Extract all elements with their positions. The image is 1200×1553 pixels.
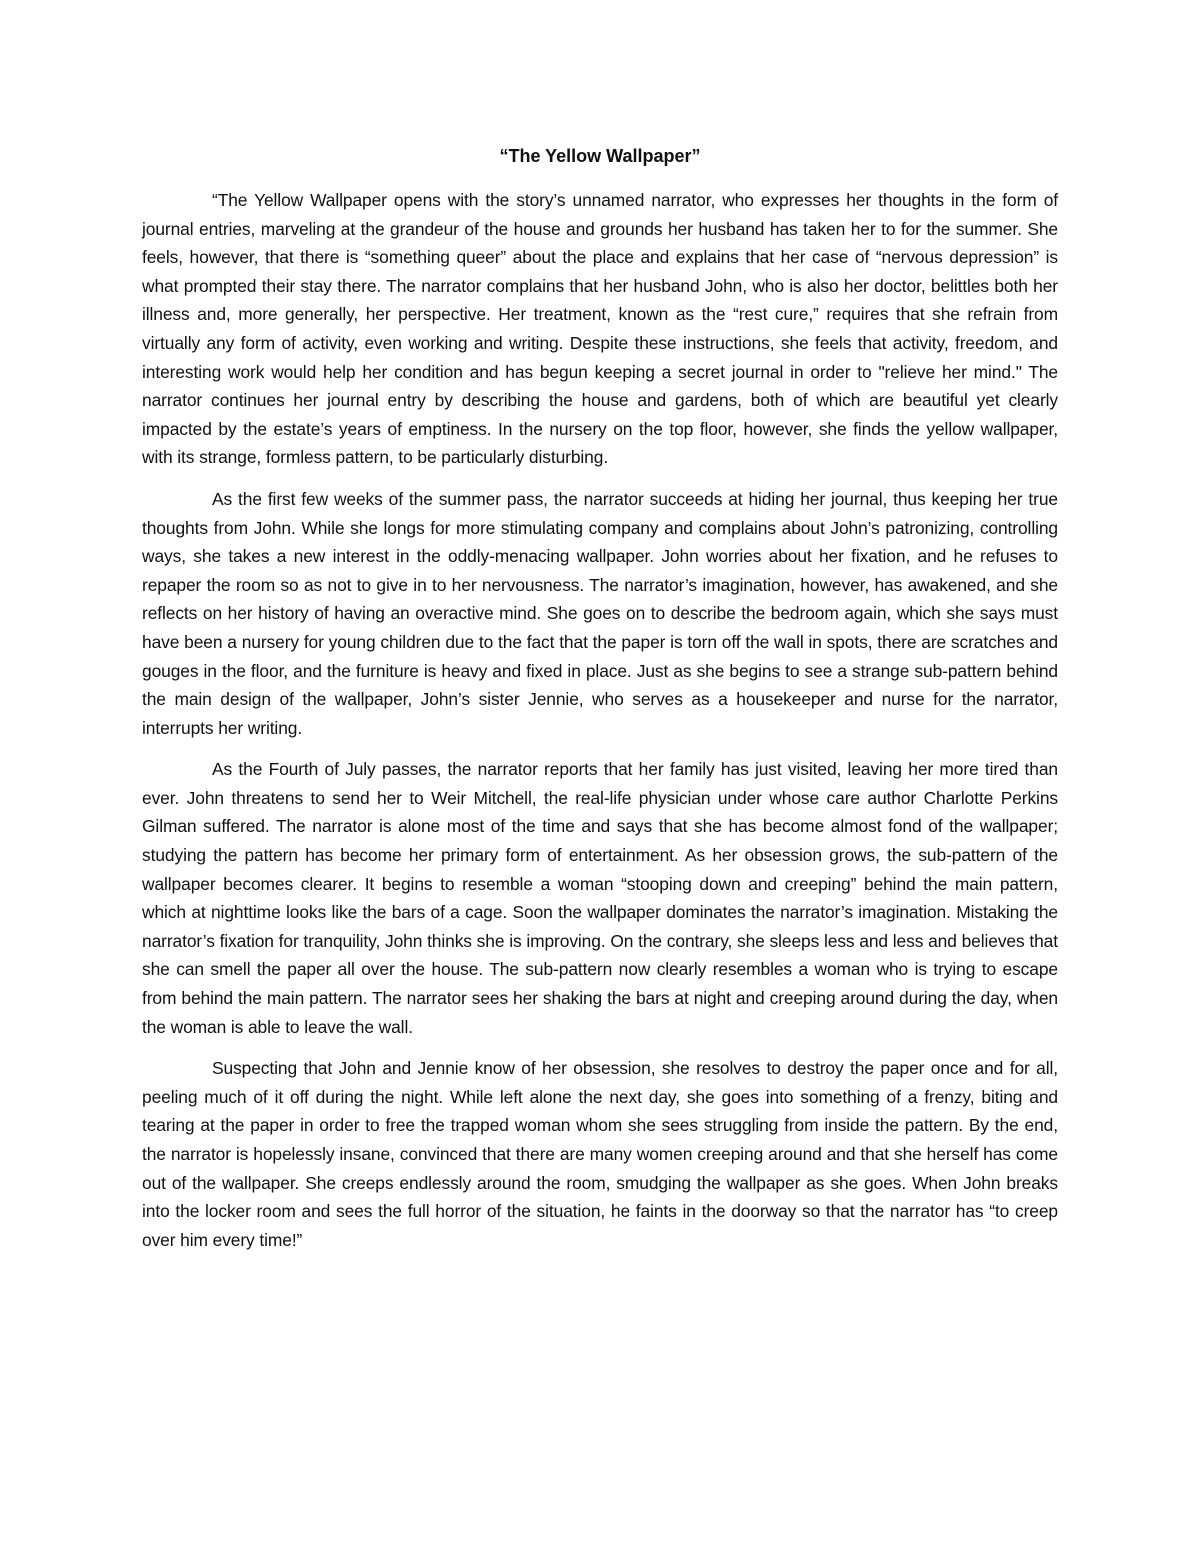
document-title: “The Yellow Wallpaper”: [499, 146, 701, 166]
paragraph-2: As the first few weeks of the summer pass, the narrator succeeds at hiding her journal, thus keeping her true thoughts from John. While she longs for more stimulating company and complains about John’s patronizing, controlling ways, she takes a new interest in the oddly-menacing wallpaper. John worries about her fixation, and he refuses to repaper the room so as not to give in to her nervousness. The narrator’s imagination, however, has awakened, and she reflects on her history of having an overactive mind. She goes on to describe the bedroom again, which she says must have been a nursery for young children due to the fact that the paper is torn off the wall in spots, there are scratches and gouges in the floor, and the furniture is heavy and fixed in place. Just as she begins to see a strange sub-pattern behind the main design of the wallpaper, John’s sister Jennie, who serves as a housekeeper and nurse for the narrator, interrupts her writing.: [142, 488, 1058, 738]
document-page: [142, 142, 1058, 1267]
paragraph-4: Suspecting that John and Jennie know of her obsession, she resolves to destroy the paper once and for all, peeling much of it off during the night. While left alone the next day, she goes into something of a frenzy, biting and tearing at the paper in order to free the trapped woman whom she sees struggling from inside the pattern. By the end, the narrator is hopelessly insane, convinced that there are many women creeping around and that she herself has come out of the wallpaper. She creeps endlessly around the room, smudging the wallpaper as she goes. When John breaks into the locker room and sees the full horror of the situation, he faints in the doorway so that the narrator has “to creep over him every time!”: [142, 1058, 1058, 1250]
paragraph-1: “The Yellow Wallpaper opens with the story’s unnamed narrator, who expresses her thoughts in the form of journal entries, marveling at the grandeur of the house and grounds her husband has taken her to for the summer. She feels, however, that there is “something queer” about the place and explains that her case of “nervous depression” is what prompted their stay there. The narrator complains that her husband John, who is also her doctor, belittles both her illness and, more generally, her perspective. Her treatment, known as the “rest cure,” requires that she refrain from virtually any form of activity, even working and writing. Despite these instructions, she feels that activity, freedom, and interesting work would help her condition and has begun keeping a secret journal in order to "relieve her mind." The narrator continues her journal entry by describing the house and gardens, both of which are beautiful yet clearly impacted by the estate’s years of emptiness. In the nursery on the top floor, however, she finds the yellow wallpaper, with its strange, formless pattern, to be particularly disturbing.: [142, 190, 1058, 468]
paragraph-3: As the Fourth of July passes, the narrator reports that her family has just visited, leaving her more tired than ever. John threatens to send her to Weir Mitchell, the real-life physician under whose care author Charlotte Perkins Gilman suffered. The narrator is alone most of the time and says that she has become almost fond of the wallpaper; studying the pattern has become her primary form of entertainment. As her obsession grows, the sub-pattern of the wallpaper becomes clearer. It begins to resemble a woman “stooping down and creeping” behind the main pattern, which at nighttime looks like the bars of a cage. Soon the wallpaper dominates the narrator’s imagination. Mistaking the narrator’s fixation for tranquility, John thinks she is improving. On the contrary, she sleeps less and less and believes that she can smell the paper all over the house. The sub-pattern now clearly resembles a woman who is trying to escape from behind the main pattern. The narrator sees her shaking the bars at night and creeping around during the day, when the woman is able to leave the wall.: [142, 759, 1058, 1037]
